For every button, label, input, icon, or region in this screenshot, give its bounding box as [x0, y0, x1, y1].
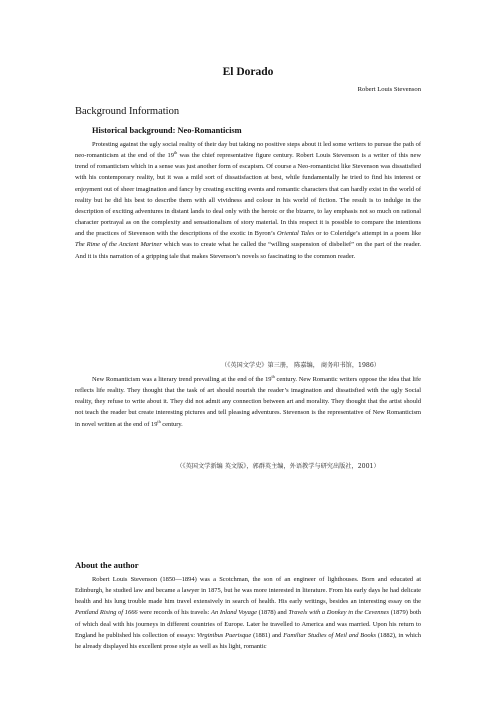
subheading-historical-background: Historical background: Neo-Romanticism — [92, 126, 242, 135]
citation-source-1: （《英国文学史》第三册， 陈嘉编， 商务印书馆，1986） — [221, 362, 380, 369]
paragraph-about-author: Robert Louis Stevenson (1850—1894) was a Scotchman, the son of an engineer of lighthouses. Born and educated at Edinburgh, he studied law and became a lawyer in 1875, but he was more interested in literature. From his early days he had delicate health and his lung trouble made him travel extensively in search of health. His early writings, besides an interesting essay on the Pentland Rising of 1666 were records of his travels: An Inland Voyage (1878) and Travels with a Donkey in the Cevennes (1879) both of which deal with his journeys in different countries of Europe. Later he travelled to America and was married. Upon his return to England he published his collection of essays: Virginibus Puerisque (1881) and Familiar Studies of Meil and Books (1882), in which he already displayed his excellent prose style as well as his light, romantic — [75, 576, 422, 650]
document-title: El Dorado — [222, 66, 274, 78]
paragraph-neo-romanticism-1: Protesting against the ugly social reality of their day but taking no positive steps about it led some writers to pursue the path of neo-romanticism at the end of the 19th was the chief representative figure century. Robert Louis Stevenson is a writer of this new trend of romanticism which in a sense was just another form of escapism. Of course a Neo-romanticist like Stevenson was dissatisfied with his contemporary reality, but it was a mild sort of dissatisfaction at best, while fundamentally he tried to find his interest or enjoyment out of sheer imagination and fancy by creating exciting events and romantic characters that can hardly exist in the world of reality but he did his best to describe them with all vividness and colour in his world of fiction. The result is to indulge in the description of exciting adventures in distant lands to deal only with the heroic or the bizarre, to lay emphasis not so much on rational character portrayal as on the complexity and sensationalism of story material. In this respect it is possible to compare the intentions and the practices of Stevenson with the descriptions of the exotic in Byron’s Oriental Tales or to Coleridge’s attempt in a poem like The Rime of the Ancient Mariner which was to create what he called the “willing suspension of disbelief” on the part of the reader. And it is this narration of a gripping tale that makes Stevenson’s novels so fascinating to the common reader. — [75, 141, 422, 260]
citation-source-2: （《英国文学新编 英文版》，郭群英主编，外语教学与研究出版社，2001） — [176, 463, 380, 470]
section-heading-about-author: About the author — [75, 560, 139, 570]
paragraph-neo-romanticism-2: New Romanticism was a literary trend prevailing at the end of the 19th century. New Romantic writers oppose the idea that life reflects life reality. They thought that the task of art should nourish the reader’s imagination and dissatisfied with the ugly Social reality, they refuse to write about it. They did not admit any connection between art and morality. They thought that the artist should not teach the reader but create interesting pictures and tell pleasing adventures. Stevenson is the representative of New Romanticism in novel written at the end of 19th century. — [75, 373, 421, 428]
author-name: Robert Louis Stevenson — [357, 86, 421, 93]
section-heading-background: Background Information — [75, 106, 180, 117]
